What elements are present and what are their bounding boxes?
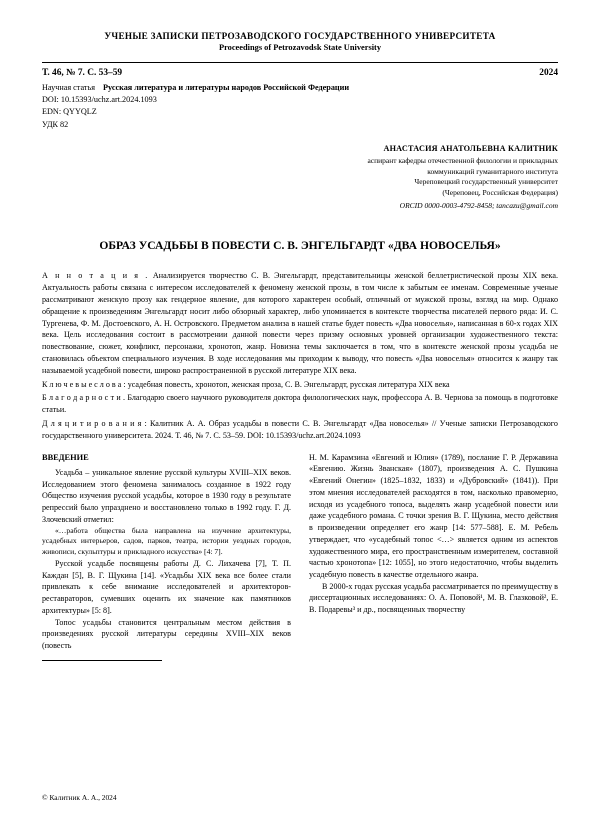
header-divider: [42, 62, 558, 63]
author-name: АНАСТАСИЯ АНАТОЛЬЕВНА КАЛИТНИК: [383, 143, 558, 153]
issue-year: 2024: [539, 67, 558, 78]
abstract-paragraph: [42, 270, 558, 376]
author-block: [42, 143, 558, 212]
issue-volume-pages: Т. 46, № 7. С. 53–59: [42, 67, 123, 78]
paragraph-left-3: Топос усадьбы становится центральным местом действия в произведениях русской литературы середины XVIII–XIX веков (повесть: [42, 617, 291, 650]
meta-edn: EDN: QYYQLZ: [42, 107, 97, 117]
journal-subtitle: Proceedings of Petrozavodsk State University: [218, 43, 382, 53]
page-title: ОБРАЗ УСАДЬБЫ В ПОВЕСТИ С. В. ЭНГЕЛЬГАРДТ «ДВА НОВОСЕЛЬЯ»: [99, 239, 501, 253]
column-left: [42, 452, 291, 652]
body-columns: [42, 452, 558, 652]
section-heading-introduction: ВВЕДЕНИЕ: [42, 452, 89, 462]
footnote-separator: [42, 660, 162, 661]
keywords-label: К л ю ч е в ы е с л о в а :: [42, 379, 126, 389]
paragraph-right-1: Н. М. Карамзина «Евгений и Юлия» (1789), послание Г. Р. Державина «Евгению. Жизнь Званская» (1807), произведения А. С. Пушкина «Евгений Онегин» (1825–1832, 1833) и «Дубровский» (1841)). При этом мнения исследователей расходятся в том, насколько правомерно, исходя из усадебного топоса, выделять жанр усадебной повести или даже усадебного романа. С точки зрения В. Г. Щукина, место действия в произведении определяет его жанр [14: 577–588]. Е. М. Ребель утверждает, что «усадебный топос <…> является одним из аспектов художественного мира, его пространственным измерителем, составной частью хронотопа» [12: 1055], но этого недостаточно, чтобы выделить усадебную повесть в качестве отдельного жанра.: [309, 452, 558, 579]
acknowledgements-text: Благодарю своего научного руководителя доктора филологических наук, профессора А. В. Чернова за помощь в подготовке статьи.: [42, 393, 558, 415]
acknowledgements-label: Б л а г о д а р н о с т и .: [42, 393, 126, 403]
meta-article-type-label: Научная статья: [42, 82, 95, 92]
author-affiliation-line-2: коммуникаций гуманитарного института: [427, 166, 558, 176]
meta-article-type: [42, 82, 558, 94]
author-affiliation-line-4: (Череповец, Российская Федерация): [442, 188, 558, 198]
acknowledgements-paragraph: [42, 392, 558, 416]
journal-header: [42, 30, 558, 55]
abstract-label: А н н о т а ц и я .: [42, 271, 149, 281]
abstract-text: Анализируется творчество С. В. Энгельгардт, представительницы женской беллетристической прозы XIX века. Актуальность работы связана с интересом исследователей к феномену женской прозы, в том числе к забытым ее именам. Современные ученые рассматривают женскую прозу как гендерное явление, для которого характерен особый, отличный от мужской прозы, взгляд на мир. Однако обращение к произведениям Энгельгардт носит либо обзорный характер, либо упоминается в контексте творчества писателей первого ряда: И. С. Тургенева, Ф. М. Достоевского, А. Н. Островского. Предметом анализа в нашей статье будет повесть «Два новоселья», написанная в 60-х годах XIX века. Цель исследования состоит в рассмотрении данной повести через призму основных уровней организации художественного текста: повествование, сюжет, конфликт, персонажи, хронотоп, жанр. Новизна темы заключается в том, что в контексте женской прозы усадьба не становилась объектом специального изучения. В ходе исследования мы приходим к выводу, что повесть «Два новоселья» относится к жанру так называемой усадебной повести, широко распространенной в русской литературе XIX века.: [42, 271, 558, 375]
copyright-notice: © Калитник А. А., 2024: [42, 793, 117, 802]
meta-article-subject: Русская литература и литературы народов Российской Федерации: [102, 82, 350, 92]
paragraph-left-2: Русской усадьбе посвящены работы Д. С. Лихачева [7], Т. П. Каждан [5], В. Г. Щукина [14]. «Усадьбы XIX века все более стали привлекать к себе внимание исследователей и архитекторов-реставраторов, сумевших оценить их значение как памятников архитектуры» [5: 8].: [42, 558, 291, 615]
article-meta: [42, 82, 558, 131]
keywords-text: усадебная повесть, хронотоп, женская проза, С. В. Энгельгардт, русская литература XIX века: [127, 379, 450, 389]
citation-text: Калитник А. А. Образ усадьбы в повести С. В. Энгельгардт «Два новоселья» // Ученые записки Петрозаводского государственного университета. 2024. Т. 46, № 7. С. 53–59. DOI: 10.15393/uchz.art.2024.1093: [42, 419, 558, 440]
citation-paragraph: [42, 418, 558, 442]
keywords-paragraph: [42, 379, 558, 391]
issue-row: [42, 68, 558, 78]
author-affiliation-line-3: Череповецкий государственный университет: [414, 177, 558, 187]
paragraph-left-1: Усадьба – уникальное явление русской культуры XVIII–XIX веков. Исследованием этого феномена занималось созданное в 1922 году Общество изучения русской усадьбы, которое в 1930 году в результате репрессий было упразднено и восстановлено только в 1992 году. Г. Д. Злочевский отметил:: [42, 467, 291, 524]
citation-label: Д л я ц и т и р о в а н и я :: [42, 419, 147, 429]
paragraph-right-2: В 2000-х годах русская усадьба рассматривается по преимуществу в диссертационных исследованиях: О. А. Поповой¹, М. В. Глазковой², Е. В. Подаревы³ и др., посвященных творчеству: [309, 581, 558, 615]
author-orcid: ORCID 0000-0003-4792-8458; tancazu@gmail.com: [399, 201, 558, 211]
abstract-section: [42, 270, 558, 441]
block-quote: «…работа общества была направлена на изучение архитектуры, усадебных интерьеров, садов, парков, театра, истории уездных городов, живописи, скульптуры и прикладного искусства» [4: 7].: [42, 525, 291, 557]
meta-doi: DOI: 10.15393/uchz.art.2024.1093: [42, 94, 157, 104]
author-affiliation-line-1: аспирант кафедры отечественной филологии и прикладных: [367, 155, 558, 165]
journal-title: УЧЕНЫЕ ЗАПИСКИ ПЕТРОЗАВОДСКОГО ГОСУДАРСТВЕННОГО УНИВЕРСИТЕТА: [104, 31, 496, 41]
meta-udk: УДК 82: [42, 119, 69, 129]
column-right: [309, 452, 558, 652]
